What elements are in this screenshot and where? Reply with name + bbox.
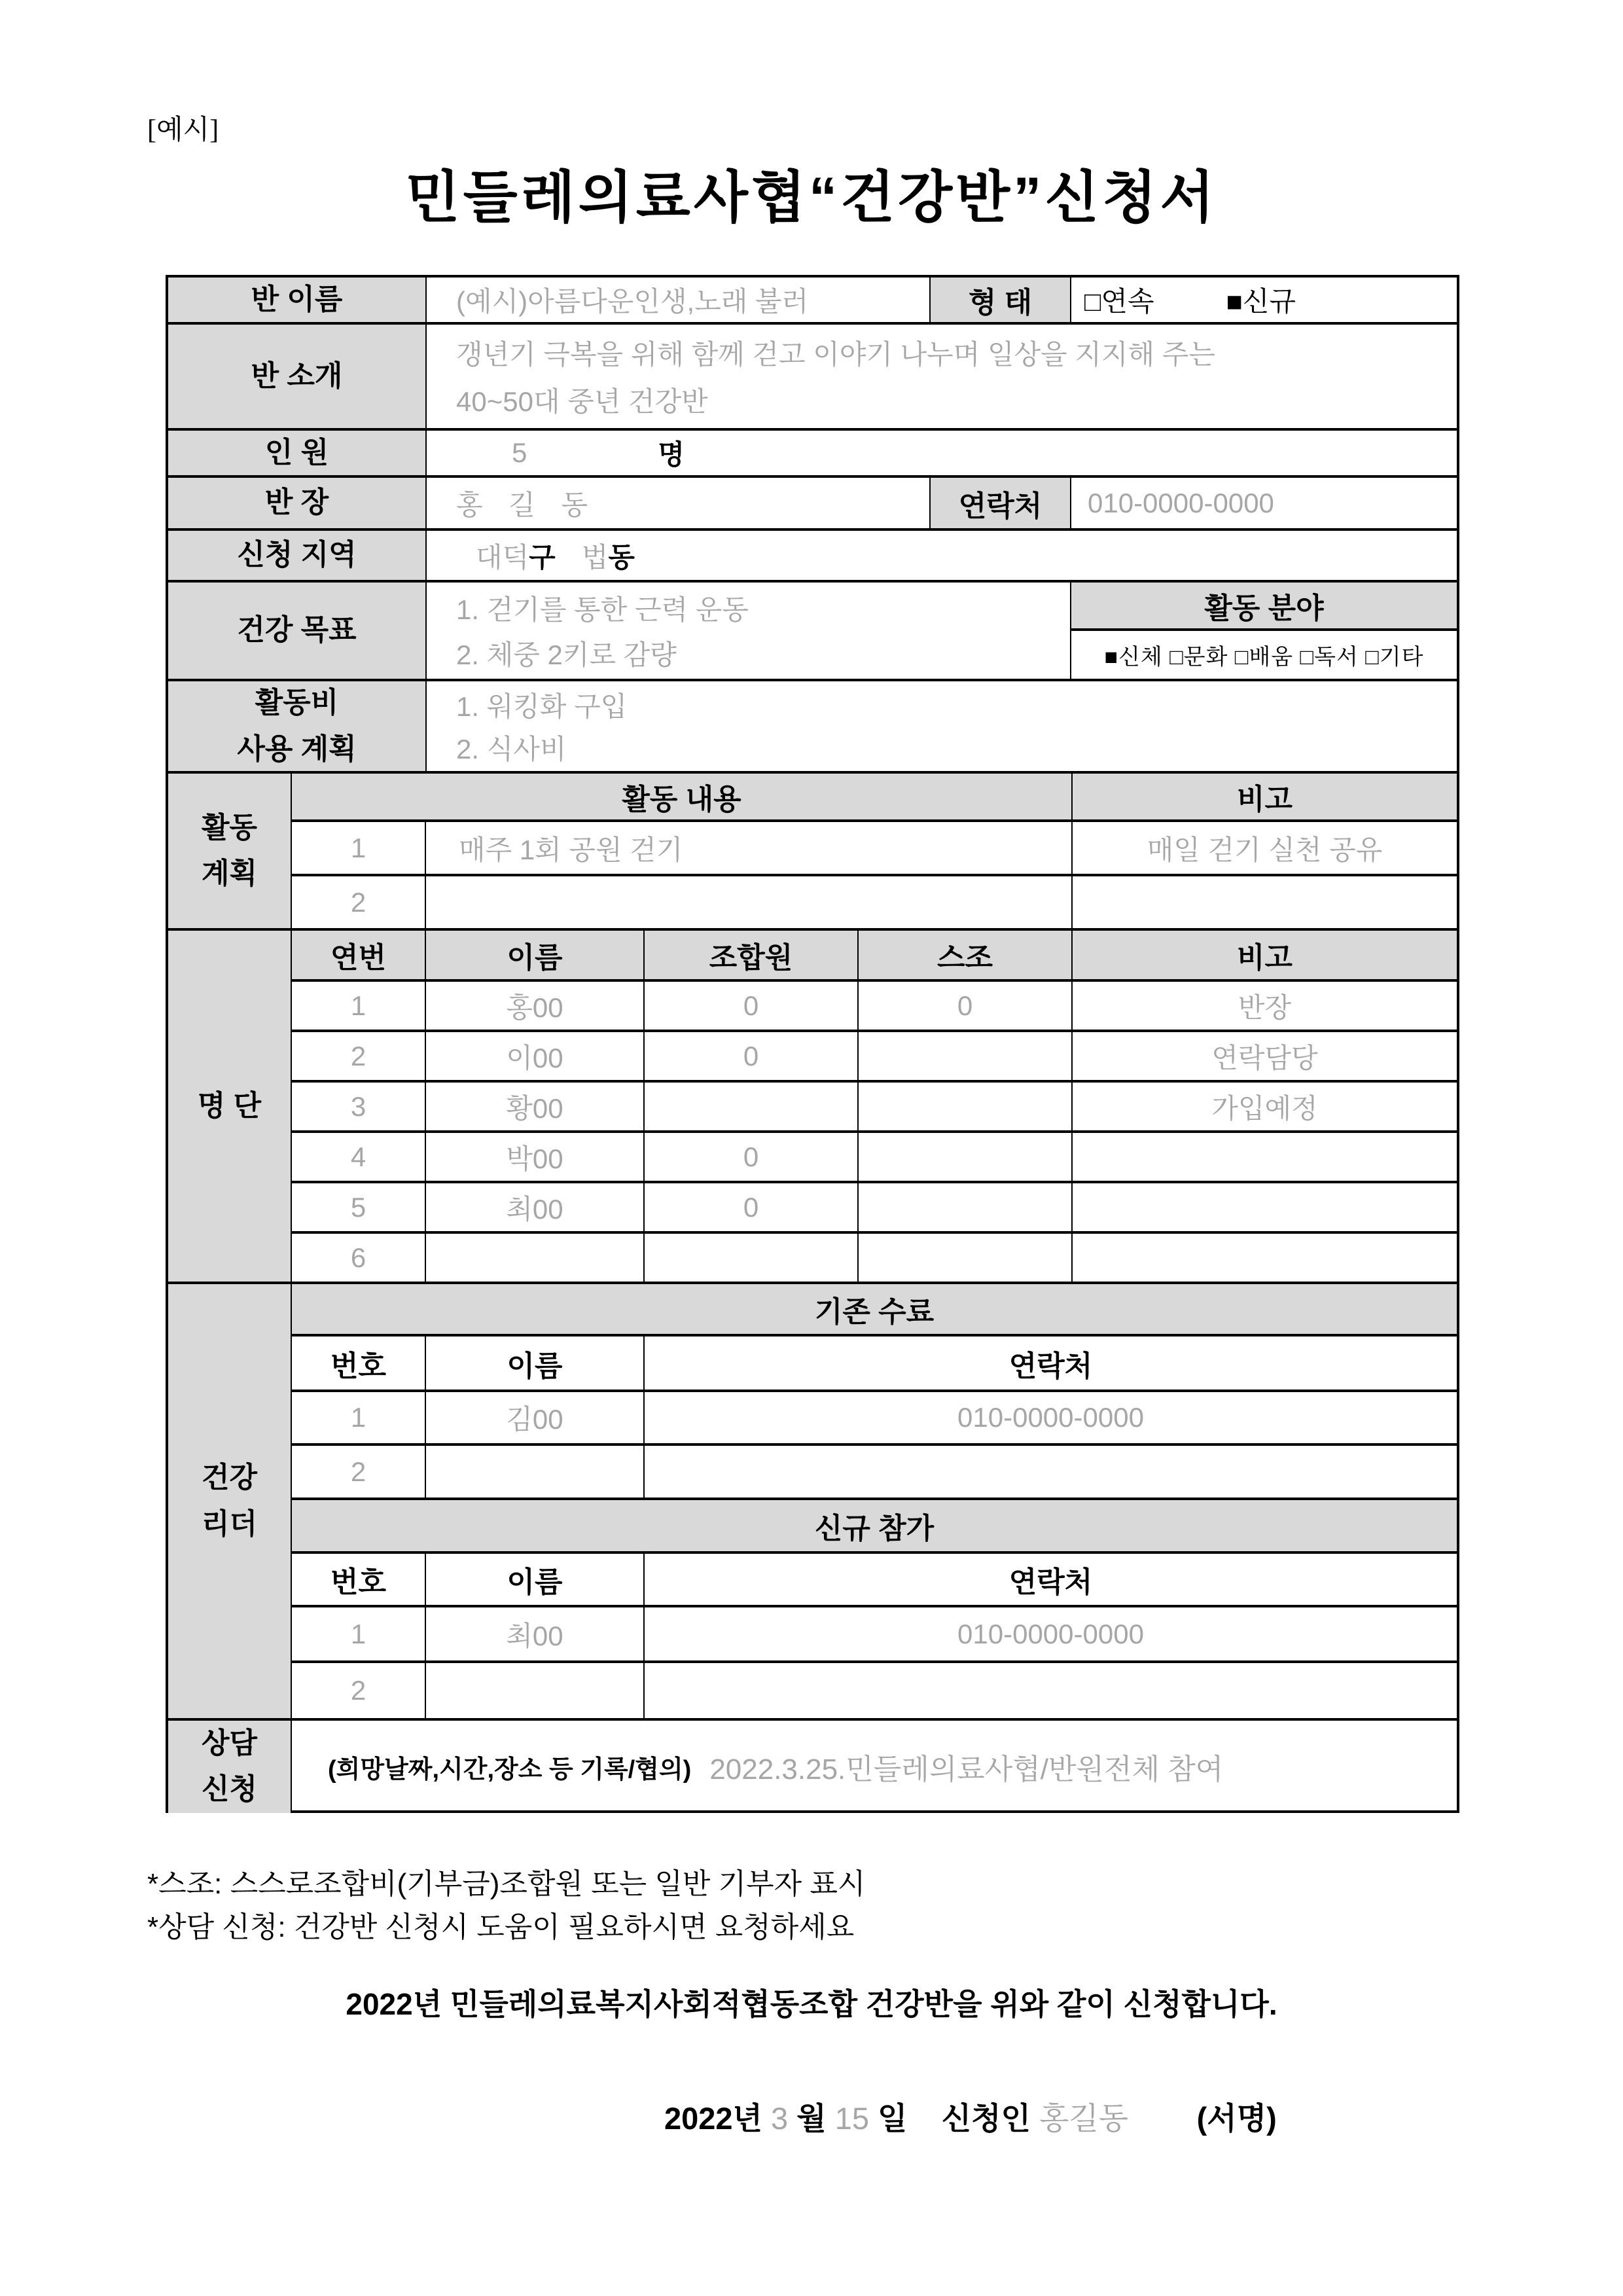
consult-label-line1: 상담 xyxy=(201,1727,257,1759)
date-month-suffix: 월 xyxy=(796,2101,827,2136)
footnote-sujo: *스조: 스스로조합비(기부금)조합원 또는 일반 기부자 표시 xyxy=(147,1868,866,1900)
existing-col-name: 이름 xyxy=(426,1336,645,1390)
class-intro-line2: 40~50대 중년 건강반 xyxy=(456,386,708,418)
roster-cell xyxy=(859,1133,1073,1181)
new-cell: 2 xyxy=(292,1663,426,1718)
checkbox-new: ■신규 xyxy=(1226,286,1296,317)
region-value-cell xyxy=(427,531,1457,580)
table-row xyxy=(292,1607,1457,1663)
health-goal-line1: 1. 걷기를 통한 근력 운동 xyxy=(456,594,749,625)
consult-label-line2: 신청 xyxy=(201,1773,257,1806)
activity-plan-body xyxy=(292,774,1457,928)
table-row xyxy=(168,431,1457,478)
roster-cell: 반장 xyxy=(1238,992,1292,1023)
existing-cell: 김00 xyxy=(426,1392,645,1443)
form-type-options xyxy=(1071,278,1457,322)
class-name-value: (예시)아름다운인생,노래 불러 xyxy=(427,278,931,322)
table-row xyxy=(292,1234,1457,1282)
consult-section xyxy=(168,1721,1457,1813)
date-day-suffix: 일 xyxy=(878,2101,908,2136)
table-row xyxy=(292,1133,1457,1183)
roster-cell: 0 xyxy=(645,1183,859,1231)
health-goal-line2: 2. 체중 2키로 감량 xyxy=(456,639,677,670)
roster-cell xyxy=(1073,1234,1457,1282)
footnote-consult: *상담 신청: 건강반 신청시 도움이 필요하시면 요청하세요 xyxy=(147,1911,855,1943)
table-row xyxy=(168,278,1457,325)
consult-prefix: (희망날짜,시간,장소 등 기록/협의) xyxy=(328,1755,692,1784)
roster-cell: 3 xyxy=(292,1083,426,1130)
roster-label-text: 명 단 xyxy=(197,1089,262,1122)
table-row xyxy=(292,1083,1457,1133)
table-row xyxy=(168,681,1457,774)
activity-row-note xyxy=(1073,876,1457,928)
activity-field-options: ■신체 □문화 □배움 □독서 □기타 xyxy=(1104,645,1424,670)
roster-cell: 가입예정 xyxy=(1211,1092,1318,1124)
existing-col-no: 번호 xyxy=(292,1336,426,1390)
closing-statement: 2022년 민들레의료복지사회적협동조합 건강반을 위와 같이 신청합니다. xyxy=(346,1987,1277,2021)
roster-section xyxy=(168,931,1457,1284)
region-district-suffix: 구 xyxy=(529,541,556,573)
region-dong-suffix: 동 xyxy=(608,541,635,573)
roster-cell: 최00 xyxy=(426,1183,645,1231)
existing-cell: 1 xyxy=(292,1392,426,1443)
roster-cell xyxy=(859,1234,1073,1282)
contact-value: 010-0000-0000 xyxy=(1088,487,1274,518)
activity-plan-section xyxy=(168,774,1457,931)
activity-field-label: 활동 분야 xyxy=(1071,583,1457,631)
class-name-label: 반 이름 xyxy=(168,278,427,322)
table-row xyxy=(292,1392,1457,1446)
consult-value: 2022.3.25.민들레의료사협/반원전체 참여 xyxy=(709,1753,1224,1786)
table-row xyxy=(292,1032,1457,1083)
existing-cell xyxy=(645,1446,1457,1498)
date-signature-line xyxy=(664,2094,1277,2138)
roster-cell xyxy=(859,1083,1073,1130)
new-header-row xyxy=(292,1554,1457,1607)
budget-plan-value xyxy=(427,681,1457,771)
existing-cell: 010-0000-0000 xyxy=(957,1402,1144,1433)
table-row xyxy=(292,982,1457,1032)
roster-col-no: 연번 xyxy=(292,931,426,979)
roster-col-note: 비고 xyxy=(1073,931,1457,979)
roster-label xyxy=(168,931,292,1282)
activity-plan-label-line1: 활동 xyxy=(201,811,257,844)
roster-cell: 2 xyxy=(292,1032,426,1080)
new-col-no: 번호 xyxy=(292,1554,426,1605)
class-intro-label: 반 소개 xyxy=(168,325,427,428)
region-label: 신청 지역 xyxy=(168,531,427,580)
roster-cell: 이00 xyxy=(426,1032,645,1080)
budget-plan-label-line1: 활동비 xyxy=(255,687,339,719)
roster-cell: 0 xyxy=(859,982,1073,1030)
table-row xyxy=(168,325,1457,431)
activity-plan-header-row xyxy=(292,774,1457,822)
roster-cell xyxy=(645,1083,859,1130)
page-title: 민들레의료사협“건강반”신청서 xyxy=(405,166,1218,229)
new-title-row xyxy=(292,1500,1457,1554)
date-day-value: 15 xyxy=(834,2101,869,2136)
existing-header-row xyxy=(292,1336,1457,1392)
activity-row-content: 매주 1회 공원 걷기 xyxy=(426,822,1073,874)
health-goal-label: 건강 목표 xyxy=(168,583,427,679)
roster-cell: 홍00 xyxy=(426,982,645,1030)
leader-label: 반 장 xyxy=(168,478,427,528)
roster-cell: 6 xyxy=(292,1234,426,1282)
contact-label: 연락처 xyxy=(931,478,1071,528)
activity-row-no: 1 xyxy=(292,822,426,874)
roster-col-name: 이름 xyxy=(426,931,645,979)
table-row xyxy=(292,1663,1457,1718)
class-intro-line1: 갱년기 극복을 위해 함께 걷고 이야기 나누며 일상을 지지해 주는 xyxy=(456,338,1215,370)
activity-row-no: 2 xyxy=(292,876,426,928)
budget-plan-line1: 1. 워킹화 구입 xyxy=(456,691,628,722)
new-cell: 최00 xyxy=(426,1607,645,1660)
roster-cell xyxy=(426,1234,645,1282)
table-row xyxy=(292,1446,1457,1500)
health-leader-label xyxy=(168,1284,292,1718)
roster-cell: 박00 xyxy=(426,1133,645,1181)
roster-cell: 연락담당 xyxy=(1211,1042,1318,1073)
health-goal-value xyxy=(427,583,1071,679)
new-title: 신규 참가 xyxy=(292,1500,1457,1551)
health-leader-label-line2: 리더 xyxy=(201,1507,257,1540)
new-col-contact: 연락처 xyxy=(1008,1566,1093,1598)
activity-field-box xyxy=(1071,583,1457,679)
table-row xyxy=(168,531,1457,583)
region-district-value: 대덕 xyxy=(476,541,529,573)
new-col-name: 이름 xyxy=(426,1554,645,1605)
applicant-name: 홍길동 xyxy=(1039,2101,1129,2136)
member-count-label: 인 원 xyxy=(168,431,427,475)
existing-title: 기존 수료 xyxy=(292,1284,1457,1334)
table-row xyxy=(292,1183,1457,1234)
consult-value-cell xyxy=(292,1721,1457,1813)
health-leader-section xyxy=(168,1284,1457,1721)
member-count-value: 5 xyxy=(512,437,527,468)
example-tag: [예시] xyxy=(147,115,219,145)
roster-cell xyxy=(1073,1133,1457,1181)
date-year: 2022년 xyxy=(664,2101,762,2136)
roster-cell xyxy=(645,1234,859,1282)
activity-note-header: 비고 xyxy=(1073,774,1457,819)
new-cell xyxy=(426,1663,645,1718)
activity-content-header: 활동 내용 xyxy=(292,774,1073,819)
form-type-label: 형 태 xyxy=(931,278,1071,322)
new-cell: 010-0000-0000 xyxy=(957,1618,1144,1649)
member-count-value-cell xyxy=(427,431,1457,475)
roster-cell: 황00 xyxy=(426,1083,645,1130)
health-leader-label-line1: 건강 xyxy=(201,1462,257,1494)
roster-cell: 0 xyxy=(645,1133,859,1181)
roster-cell xyxy=(1073,1183,1457,1231)
roster-col-member: 조합원 xyxy=(645,931,859,979)
roster-header-row xyxy=(292,931,1457,982)
activity-row-content xyxy=(426,876,1073,928)
roster-cell: 0 xyxy=(645,982,859,1030)
member-count-unit: 명 xyxy=(658,439,685,470)
roster-cell: 5 xyxy=(292,1183,426,1231)
existing-cell xyxy=(426,1446,645,1498)
budget-plan-label-line2: 사용 계획 xyxy=(237,732,357,765)
table-row xyxy=(168,583,1457,681)
table-row xyxy=(292,876,1457,928)
existing-col-contact: 연락처 xyxy=(1008,1350,1093,1382)
roster-cell xyxy=(859,1183,1073,1231)
activity-plan-label-line2: 계획 xyxy=(201,857,257,889)
roster-col-sujo: 스조 xyxy=(859,931,1073,979)
consult-label xyxy=(168,1721,292,1813)
date-month-value: 3 xyxy=(771,2101,789,2136)
new-cell: 1 xyxy=(292,1607,426,1660)
existing-cell: 2 xyxy=(292,1446,426,1498)
existing-title-row xyxy=(292,1284,1457,1336)
health-leader-body xyxy=(292,1284,1457,1718)
applicant-label: 신청인 xyxy=(941,2101,1031,2136)
roster-body xyxy=(292,931,1457,1282)
activity-plan-label xyxy=(168,774,292,928)
roster-cell: 1 xyxy=(292,982,426,1030)
table-row xyxy=(168,478,1457,531)
activity-row-note: 매일 걷기 실천 공유 xyxy=(1147,834,1383,865)
leader-name-value: 홍 길 동 xyxy=(427,478,931,528)
signature-label: (서명) xyxy=(1196,2101,1277,2136)
roster-cell xyxy=(859,1032,1073,1080)
region-dong-value: 법 xyxy=(581,541,609,573)
budget-plan-label xyxy=(168,681,427,771)
new-cell xyxy=(645,1663,1457,1718)
table-row xyxy=(292,822,1457,876)
budget-plan-line2: 2. 식사비 xyxy=(456,734,567,765)
checkbox-continue: □연속 xyxy=(1084,286,1154,317)
application-form-table xyxy=(166,275,1459,1813)
roster-cell: 0 xyxy=(645,1032,859,1080)
class-intro-value xyxy=(427,325,1457,428)
roster-cell: 4 xyxy=(292,1133,426,1181)
